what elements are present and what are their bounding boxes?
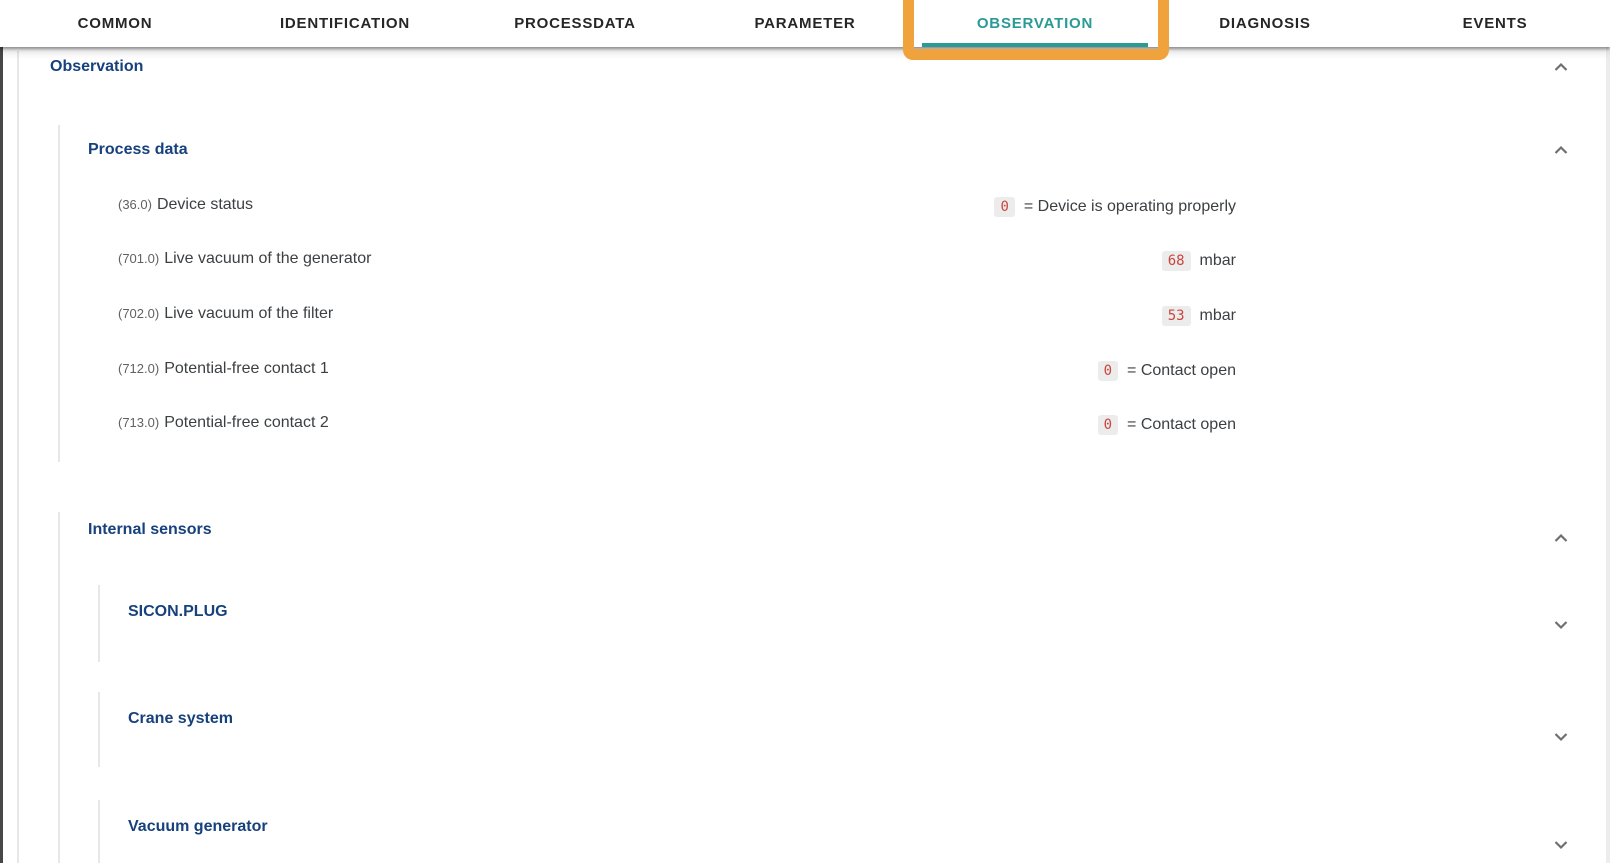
parameter-label xyxy=(118,360,329,382)
chevron-down-icon[interactable] xyxy=(1552,617,1570,633)
tab-common[interactable] xyxy=(0,0,230,47)
parameter-row xyxy=(0,414,1610,436)
parameter-row xyxy=(0,305,1610,327)
parameter-value xyxy=(1162,250,1236,272)
parameter-name: Potential-free contact 1 xyxy=(164,360,329,377)
indent-guide-vacuum-generator xyxy=(98,800,100,863)
observation-section-header[interactable]: Observation xyxy=(50,58,144,75)
parameter-id: (701.0) xyxy=(118,251,160,266)
tab-events-label: EVENTS xyxy=(1462,15,1528,32)
chevron-down-icon[interactable] xyxy=(1552,729,1570,745)
value-unit: mbar xyxy=(1199,252,1236,269)
chevron-down-icon[interactable] xyxy=(1552,837,1570,853)
tab-diagnosis[interactable] xyxy=(1150,0,1380,47)
value-badge: 68 xyxy=(1162,251,1191,271)
tab-events[interactable] xyxy=(1380,0,1610,47)
chevron-up-icon[interactable] xyxy=(1552,142,1570,158)
tab-diagnosis-label: DIAGNOSIS xyxy=(1219,15,1311,32)
parameter-row xyxy=(0,196,1610,218)
sicon-plug-subsection-header[interactable]: SICON.PLUG xyxy=(128,603,228,620)
value-description: = Device is operating properly xyxy=(1023,198,1236,215)
crane-system-subsection-header[interactable]: Crane system xyxy=(128,710,233,727)
indent-guide-observation xyxy=(17,51,19,863)
tab-parameter-label: PARAMETER xyxy=(754,15,856,32)
tab-common-label: COMMON xyxy=(77,15,153,32)
value-badge: 0 xyxy=(1098,415,1118,435)
window-left-edge xyxy=(0,47,3,863)
value-unit: mbar xyxy=(1199,307,1236,324)
observation-page xyxy=(0,47,1610,863)
parameter-row xyxy=(0,360,1610,382)
parameter-label xyxy=(118,196,253,218)
parameter-name: Potential-free contact 2 xyxy=(164,414,329,431)
tab-observation-label: OBSERVATION xyxy=(976,15,1094,32)
parameter-id: (713.0) xyxy=(118,415,160,430)
chevron-up-icon[interactable] xyxy=(1552,530,1570,546)
parameter-id: (712.0) xyxy=(118,361,160,376)
chevron-up-icon[interactable] xyxy=(1552,59,1570,75)
tab-parameter[interactable] xyxy=(690,0,920,47)
parameter-name: Live vacuum of the generator xyxy=(164,250,372,267)
parameter-row xyxy=(0,250,1610,272)
indent-guide-internal-sensors xyxy=(58,512,60,863)
value-description: = Contact open xyxy=(1127,416,1236,433)
parameter-name: Device status xyxy=(156,196,254,213)
indent-guide-sicon-plug xyxy=(98,585,100,662)
tab-identification[interactable] xyxy=(230,0,460,47)
tab-processdata[interactable] xyxy=(460,0,690,47)
indent-guide-crane-system xyxy=(98,692,100,767)
tab-observation[interactable] xyxy=(920,0,1150,47)
value-description: = Contact open xyxy=(1127,362,1236,379)
parameter-name: Live vacuum of the filter xyxy=(164,305,334,322)
parameter-value xyxy=(1098,360,1236,382)
parameter-id: (36.0) xyxy=(118,197,152,212)
parameter-value xyxy=(994,196,1236,218)
parameter-label xyxy=(118,305,333,327)
active-tab-underline xyxy=(922,43,1148,47)
value-badge: 0 xyxy=(994,197,1014,217)
internal-sensors-section-header[interactable]: Internal sensors xyxy=(88,521,212,538)
parameter-label xyxy=(118,250,371,272)
parameter-value xyxy=(1162,305,1236,327)
process-data-section-header[interactable]: Process data xyxy=(88,141,188,158)
indent-guide-process-data xyxy=(58,125,60,462)
vacuum-generator-subsection-header[interactable]: Vacuum generator xyxy=(128,818,268,835)
parameter-label xyxy=(118,414,329,436)
scrollbar-track[interactable] xyxy=(1606,47,1610,863)
tab-identification-label: IDENTIFICATION xyxy=(279,15,411,32)
tab-bar xyxy=(0,0,1610,47)
value-badge: 53 xyxy=(1162,306,1191,326)
value-badge: 0 xyxy=(1098,361,1118,381)
tab-processdata-label: PROCESSDATA xyxy=(514,15,636,32)
parameter-value xyxy=(1098,414,1236,436)
parameter-id: (702.0) xyxy=(118,306,160,321)
